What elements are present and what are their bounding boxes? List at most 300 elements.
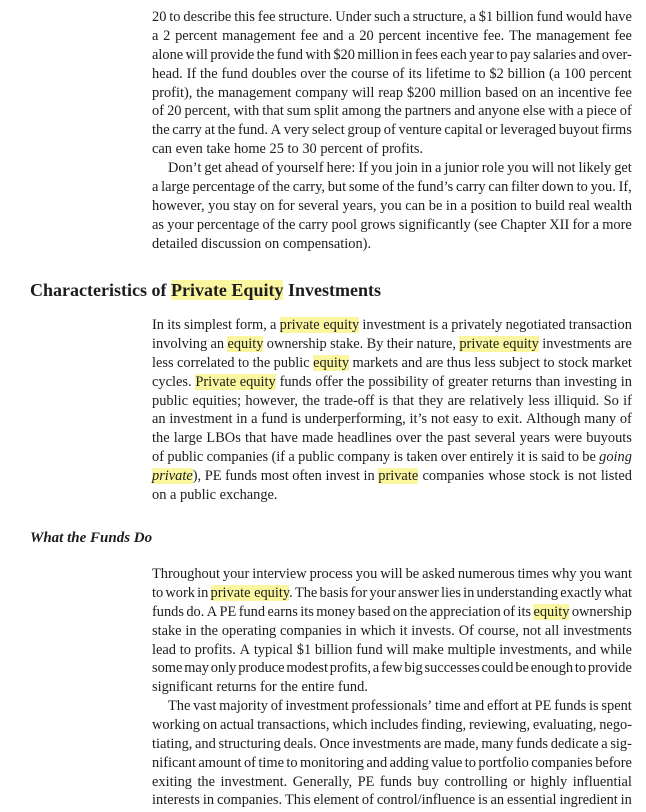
word: the [217,122,236,139]
word: ownership [266,335,327,352]
word: of [243,754,256,771]
word: companies [531,754,593,771]
subsection-heading: What the Funds Do [30,530,153,546]
word: dedicate [550,735,599,752]
word: a [152,178,159,195]
word: funds [279,373,312,390]
word: structuring [218,735,281,752]
text-line [152,27,632,46]
word: a [435,160,442,176]
word: times [517,566,549,582]
word: not [557,160,576,176]
word: essential [506,792,557,809]
word: very [283,122,310,139]
word: funds [554,698,587,714]
word: to [567,449,579,466]
word: in [202,792,215,809]
word: $1 [296,641,312,658]
word: investment [169,411,233,428]
word: in [620,373,632,390]
word: transaction [568,317,632,333]
word: evaluating, [532,716,597,733]
word [195,373,275,392]
word: profits. [381,141,424,158]
word: is [478,792,488,809]
word: for [350,584,368,601]
word: modest [286,660,328,677]
word [280,316,360,335]
word: fee [257,9,276,25]
word: the [196,84,214,101]
word: companies [206,449,269,466]
word: 25 [269,141,284,158]
word: with [305,46,331,63]
word: fee [614,27,632,44]
word: this [234,9,256,25]
word: role [481,160,505,176]
word: a [601,735,608,752]
text-line [152,486,632,505]
word: enough [530,660,574,677]
word: work [165,584,195,601]
word: incentive [557,84,611,101]
word: PE [219,603,237,620]
word: percent [320,141,363,158]
word: course [351,65,389,82]
word: percent [378,27,421,44]
word: private), PE funds most often invest in private [152,468,419,485]
word: This [284,792,311,809]
word: public [180,487,216,504]
word: nature, [416,335,457,352]
word: join [395,160,418,176]
word: and [366,754,388,771]
word: be [428,197,443,214]
word: $200 [406,84,436,101]
word: a [170,487,177,504]
word: based [357,603,391,620]
word: (if [271,449,286,466]
word: of [382,178,395,195]
word: were [554,430,583,447]
highlight: equity [227,335,264,352]
word: monitoring [300,754,364,771]
word: of [432,373,445,390]
word: in [420,160,433,176]
word: in [236,411,248,428]
word: investing [564,373,617,390]
word: underperforming, [304,411,406,428]
word: have [270,430,298,447]
word: asked [422,566,455,582]
text-line [152,735,632,754]
word: of [366,141,379,158]
word: of [261,160,274,176]
word: the [384,103,402,120]
word: an [152,411,166,428]
text-line [152,697,632,716]
word: not [578,468,597,485]
word: in [445,197,458,214]
word: Throughout [152,566,220,582]
text-line [152,335,632,354]
word: stake. [330,335,364,352]
word: $20 [333,46,355,63]
word: venture [398,122,442,139]
word: fee [300,27,318,44]
word: profits, [329,660,371,677]
word: a [270,317,277,333]
word: to [574,660,587,677]
word: million [439,84,482,101]
text-line [152,354,632,373]
highlight: private equity [279,317,360,333]
word: of [270,698,283,714]
word: with [233,103,260,120]
word: for [259,679,277,696]
word: fund. [237,122,268,139]
word: for [277,197,295,214]
word: to [576,178,588,195]
word: in [401,46,413,63]
word: and [578,46,600,63]
word: that [262,103,284,120]
word: professionals’ [351,698,433,714]
word: and [454,103,476,120]
word: however, [245,392,298,409]
word: If [358,160,368,176]
word: cycles. [152,373,192,390]
word: among [341,103,382,120]
word: be [582,449,596,466]
word: carry [172,122,202,139]
word: the [425,430,444,447]
word: year [469,46,494,63]
word: significantly [398,216,471,233]
word: The [168,698,191,714]
word: or [485,122,498,139]
word: the [280,679,298,696]
word: multiple [447,641,496,658]
word: to [520,197,532,214]
highlight: private [378,468,419,485]
word: significant [152,679,213,696]
word: a [152,27,159,44]
word: tiating, [152,735,193,752]
word: and [195,735,216,752]
word: you. [590,178,616,195]
word: detailed [152,235,198,252]
word: carry [456,178,486,195]
word: Once [319,735,350,752]
word: basis [319,584,349,601]
word: influential [572,773,632,790]
word: over [440,449,467,466]
word: 30 [302,141,317,158]
word: entire [301,679,335,696]
word: 100 [564,65,586,82]
word: public [298,449,335,466]
word: public [167,449,204,466]
word: exchange. [219,487,278,504]
word: time [258,754,284,771]
word: alone [152,46,184,63]
word: its [167,317,181,333]
word: or [513,773,525,790]
word: sum [286,103,311,120]
text-line [152,216,632,235]
word: trade-off [324,392,375,409]
word: likely [578,160,612,176]
word: in [463,584,475,601]
word: of [503,603,516,620]
word: fund [238,603,266,620]
word: working [152,716,200,733]
word: understanding [476,584,559,601]
text-line [152,140,632,159]
word: a [469,9,476,25]
word: The [508,27,532,44]
word: will [185,46,208,63]
word: years, [342,197,377,214]
word: a [592,216,599,233]
word: structure. [278,9,333,25]
word: at [204,122,215,139]
word: large [173,430,203,447]
word: to [152,584,164,601]
word: Chapter [500,216,546,233]
text-line [152,773,632,792]
word: fee. [483,27,505,44]
paragraph [152,316,632,505]
word: listed [600,468,632,485]
text-line [152,565,632,584]
word: but [327,178,347,195]
word: returns [216,679,257,696]
text-line [152,65,632,84]
word: the [200,622,219,639]
word: actual [219,716,255,733]
word: lifetime [425,65,471,82]
word: Don’t [168,160,202,176]
text-line [152,84,632,103]
word: as [152,216,164,233]
word: company [337,449,391,466]
word: not [430,411,450,428]
word: lead [152,641,176,658]
word: in [620,792,632,809]
highlight: Private Equity [170,280,284,300]
word: you [579,566,602,582]
word: investment [362,317,426,333]
word: the [277,216,296,233]
word: such [374,9,401,25]
word: percentage [192,178,255,195]
word: only [210,660,237,677]
word: over [300,65,326,82]
word: ownership [571,603,632,620]
word: do. [186,603,205,620]
word: can [405,197,426,214]
word: to [474,65,486,82]
word: at [521,698,532,714]
word: Generally, [292,773,353,790]
word: of [392,65,405,82]
word: If, [618,178,632,195]
word: carry, [292,178,325,195]
word: have [604,9,632,25]
word: exiting [152,773,192,790]
word: would [565,9,602,25]
text-line [152,197,632,216]
word: percentage [196,216,260,233]
word: its [408,65,422,82]
word: deals. [283,735,317,752]
word: private equity. [210,584,293,601]
text-line [152,392,632,411]
word: successes [424,660,480,677]
word: percent [175,27,218,44]
word: describe [183,9,232,25]
word: discussion [201,235,262,252]
word: the [272,178,290,195]
word: element [313,792,360,809]
word: reap [378,84,404,101]
word: spent [601,698,632,714]
text-line [152,791,632,810]
word: on [392,603,408,620]
word: fund [276,46,304,63]
highlight: private equity [210,584,290,601]
word: finding, [420,716,467,733]
word: interests [152,792,200,809]
word: each [440,46,467,63]
word: A [270,122,282,139]
word: buyout [558,122,599,139]
word: incentive [425,27,479,44]
text-line [152,178,632,197]
word: you [370,160,393,176]
word: majority [219,698,268,714]
text-line [152,448,632,467]
word: nificant [152,754,196,771]
word: of [152,449,164,466]
word: on [260,197,275,214]
word: you [208,197,230,214]
word: billion [507,65,546,82]
word: invests. [411,622,455,639]
word: will [351,84,375,101]
text-line [152,235,632,254]
word: exactly [560,584,602,601]
word: few [380,660,403,677]
word: (see [474,216,498,233]
word: market [591,354,632,371]
word: thus [446,354,471,371]
word: course, [477,622,519,639]
italic-text: going [599,449,632,466]
word: ingredient [559,792,618,809]
word: get [204,160,222,176]
word: provide [587,660,632,677]
word: value [431,754,463,771]
word: PE [534,698,552,714]
word: (a [549,65,561,82]
word: doubles [251,65,297,82]
text-line [152,410,632,429]
word: its [300,603,314,620]
word: home [233,141,266,158]
word: stock [529,468,560,485]
word: all [544,622,560,639]
word: fund. [337,679,368,696]
word: 20 [167,103,182,120]
word: profit), [152,84,193,101]
word: why [551,566,577,582]
highlight: Private equity [195,373,276,390]
word: leveraged [500,122,557,139]
word: and [322,27,344,44]
word: real [568,197,590,214]
word: A [206,603,218,620]
word: select [312,122,345,139]
word: 20 [152,9,167,25]
word: taken [406,449,438,466]
word: to [482,411,494,428]
word: get [614,160,632,176]
word: even [175,141,203,158]
word: a [460,197,468,214]
word: investments [563,622,632,639]
word: simplest [184,317,233,333]
word: what [604,584,632,601]
word: offer [315,373,344,390]
word: companies [280,622,342,639]
word: wealth [593,197,632,214]
word: is [589,698,599,714]
word: to [238,354,250,371]
word: in [345,622,357,639]
word: stake [152,622,182,639]
word: big [404,660,423,677]
word: of [619,411,632,428]
word: investment. [220,773,288,790]
word: while [599,641,632,658]
text-line [152,659,632,678]
word: are [423,735,442,752]
word: appreciation [429,603,501,620]
word: pay [509,46,531,63]
word: your [222,566,250,582]
word: exit. [497,411,523,428]
word: firms [601,122,632,139]
word: partners [404,103,452,120]
word: is [378,392,389,409]
word: the [256,46,275,63]
paragraph [152,697,632,810]
word: are [425,354,444,371]
word: management [217,84,292,101]
word: greater [447,373,488,390]
word: your [369,584,396,601]
word: numerous [457,566,515,582]
word: is [393,449,404,466]
word: fund [356,641,383,658]
word: $2 [489,65,504,82]
text-line [152,429,632,448]
paragraph [152,8,632,159]
word: fund [221,65,248,82]
